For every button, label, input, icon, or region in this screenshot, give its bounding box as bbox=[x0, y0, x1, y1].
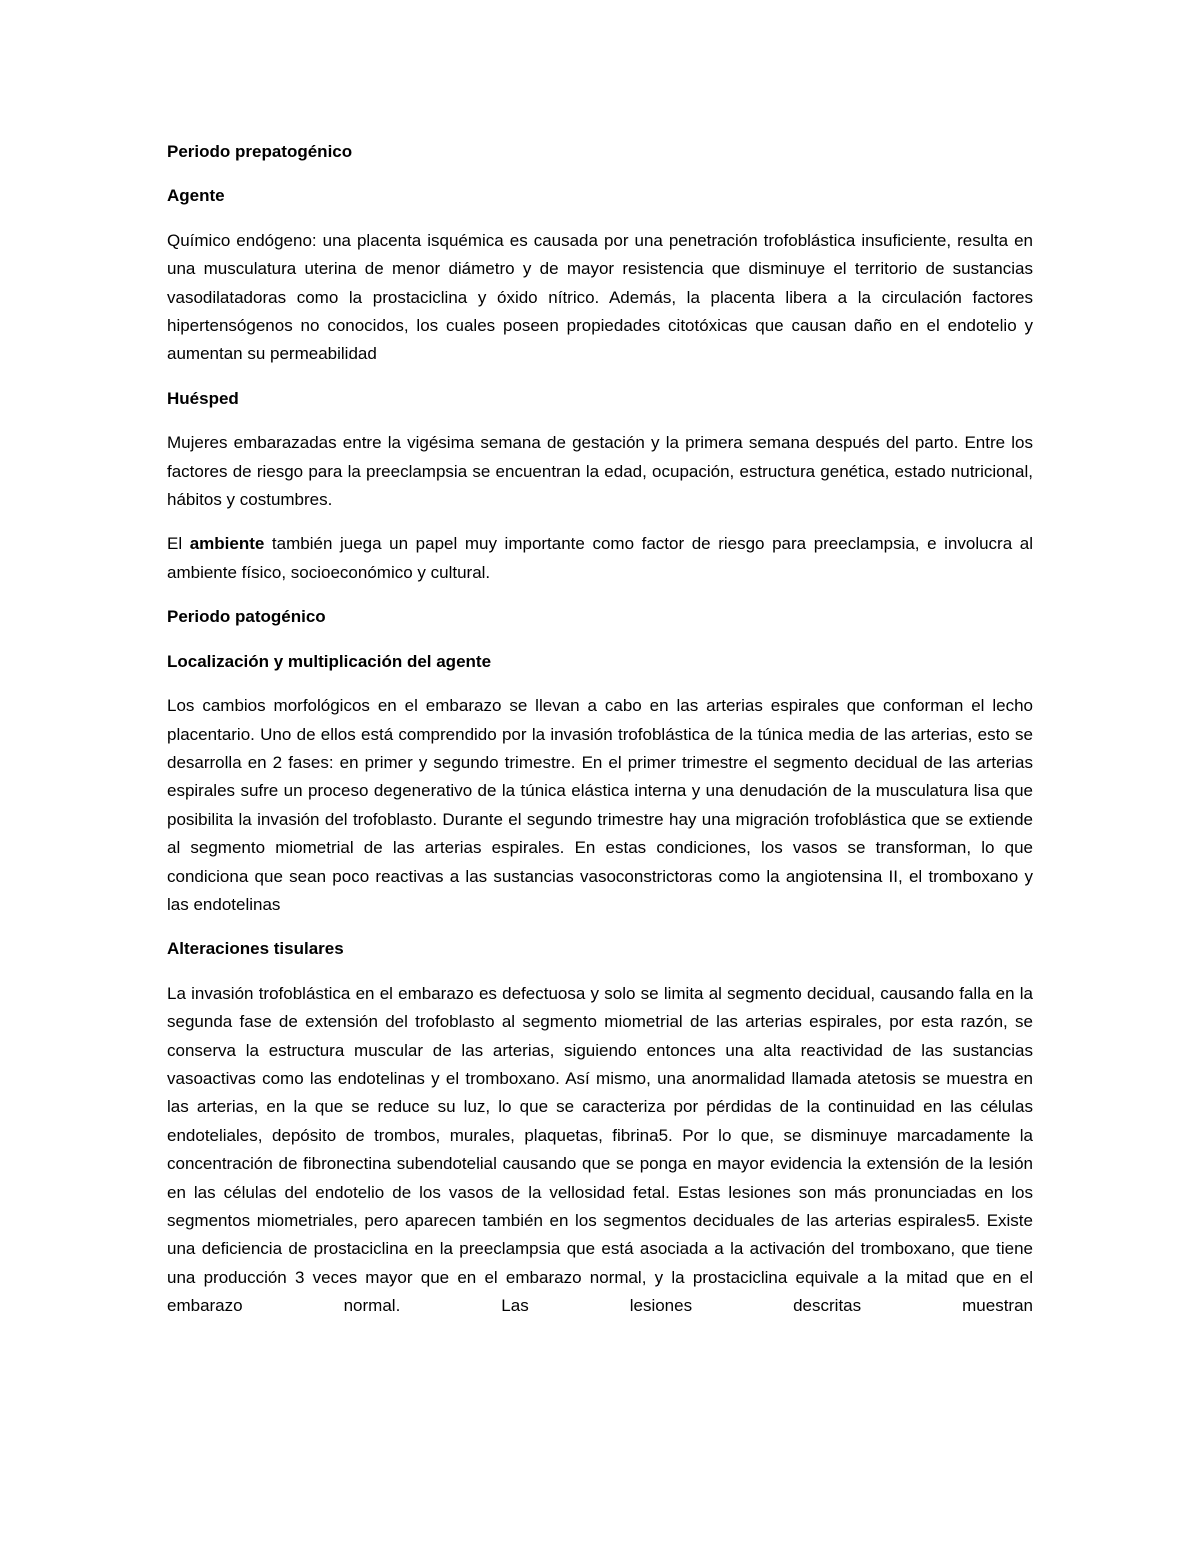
ambiente-rest: también juega un papel muy importante como factor de riesgo para preeclampsia, e involucra al ambiente físico, socioeconómico y cultural. bbox=[167, 534, 1033, 582]
ambiente-prefix: El bbox=[167, 534, 190, 554]
heading-periodo-prepatogenico: Periodo prepatogénico bbox=[167, 142, 353, 161]
document-page bbox=[167, 138, 1033, 1337]
paragraph-huesped: Mujeres embarazadas entre la vigésima semana de gestación y la primera semana después del parto. Entre los factores de riesgo para la preeclampsia se encuentran la edad, ocupación, estructura genética, estado nutricional, hábitos y costumbres. bbox=[167, 433, 1033, 510]
heading-localizacion: Localización y multiplicación del agente bbox=[167, 651, 492, 671]
paragraph-agente: Químico endógeno: una placenta isquémica es causada por una penetración trofoblástica insuficiente, resulta en una musculatura uterina de menor diámetro y de mayor resistencia que disminuye el territorio de sustancias vasodilatadoras como la prostaciclina y óxido nítrico. Además, la placenta libera a la circulación factores hipertensógenos no conocidos, los cuales poseen propiedades citotóxicas que causan daño en el endotelio y aumentan su permeabilidad bbox=[167, 230, 1033, 364]
heading-alteraciones-tisulares: Alteraciones tisulares bbox=[167, 939, 344, 959]
paragraph-alteraciones: La invasión trofoblástica en el embarazo es defectuosa y solo se limita al segmento decidual, causando falla en la segunda fase de extensión del trofoblasto al segmento miometrial de las arterias espirales, por esta razón, se conserva la estructura muscular de las arterias, siguiendo entonces una alta reactividad de las sustancias vasoactivas como las endotelinas y el tromboxano. Así mismo, una anormalidad llamada atetosis se muestra en las arterias, en la que se reduce su luz, lo que se caracteriza por pérdidas de la continuidad en las células endoteliales, depósito de trombos, murales, plaquetas, fibrina5. Por lo que, se disminuye marcadamente la concentración de fibronectina subendotelial causando que se ponga en mayor evidencia la extensión de la lesión en las células del endotelio de los vasos de la vellosidad fetal. Estas lesiones son más pronunciadas en los segmentos miometriales, pero aparecen también en los segmentos deciduales de las arterias espirales5. Existe una deficiencia de prostaciclina en la preeclampsia que está asociada a la activación del tromboxano, que tiene una producción 3 veces mayor que en el embarazo normal, y la prostaciclina equivale a la mitad que en el embarazo normal. Las lesiones descritas muestran bbox=[167, 983, 1033, 1316]
heading-huesped: Huésped bbox=[167, 388, 239, 408]
ambiente-bold-term: ambiente bbox=[189, 534, 265, 554]
paragraph-localizacion: Los cambios morfológicos en el embarazo se llevan a cabo en las arterias espirales que conforman el lecho placentario. Uno de ellos está comprendido por la invasión trofoblástica de la túnica media de las arterias, esto se desarrolla en 2 fases: en primer y segundo trimestre. En el primer trimestre el segmento decidual de las arterias espirales sufre un proceso degenerativo de la túnica elástica interna y una denudación de la musculatura lisa que posibilita la invasión del trofoblasto. Durante el segundo trimestre hay una migración trofoblástica que se extiende al segmento miometrial de las arterias espirales. En estas condiciones, los vasos se transforman, lo que condiciona que sean poco reactivas a las sustancias vasoconstrictoras como la angiotensina II, el tromboxano y las endotelinas bbox=[167, 696, 1033, 914]
paragraph-ambiente bbox=[167, 530, 1033, 587]
heading-periodo-patogenico: Periodo patogénico bbox=[167, 607, 326, 627]
heading-agente: Agente bbox=[167, 186, 225, 206]
